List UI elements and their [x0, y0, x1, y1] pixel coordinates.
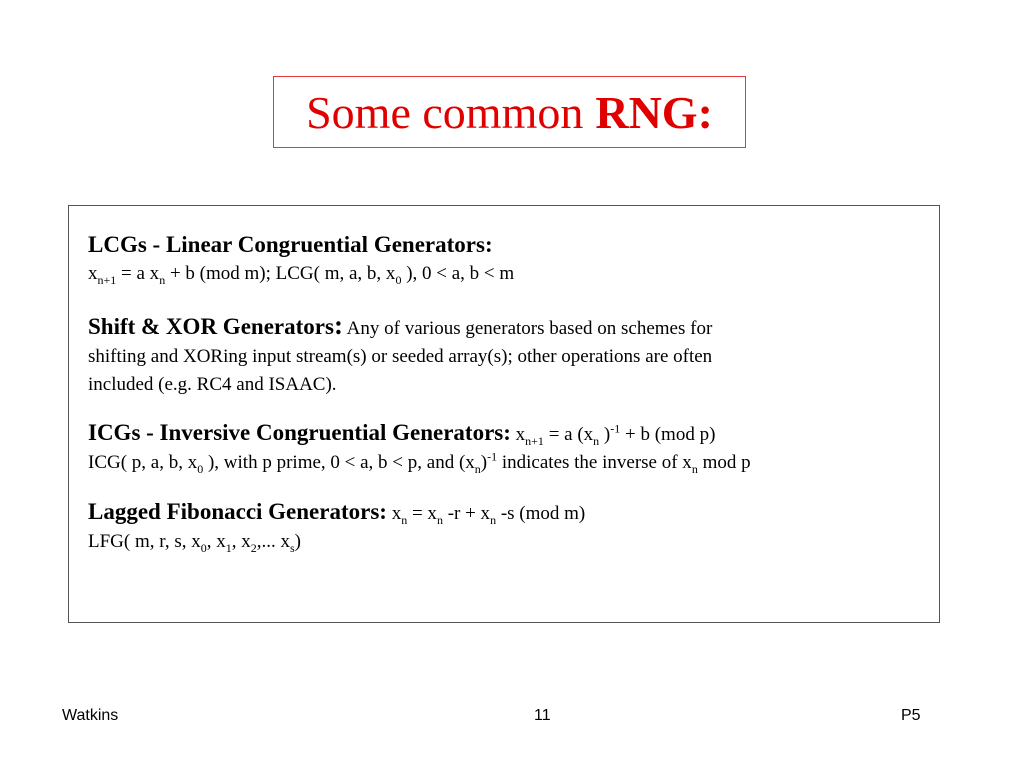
lcg-sub-n: n	[159, 272, 166, 287]
lcg-formula	[88, 260, 939, 287]
lcg-mid2: + b (mod m); LCG( m, a, b, x	[165, 263, 396, 284]
icg-l2-p3: )	[480, 452, 488, 473]
title-prefix: Some common	[306, 86, 584, 138]
lfg-l2-s0: 0	[200, 540, 207, 555]
icg-tail: + b (mod p)	[620, 424, 716, 445]
icg-line-1	[88, 419, 939, 449]
lfg-l2-p5: )	[294, 531, 301, 552]
lfg-l2-p2: , x	[206, 531, 226, 552]
lfg-sub3: n	[490, 512, 497, 527]
footer-author: Watkins	[62, 707, 119, 724]
lfg-line-1	[88, 498, 939, 528]
lfg-sub2: n	[436, 512, 443, 527]
lfg-sub1: n	[401, 512, 408, 527]
icg-l2-p1: ICG( p, a, b, x	[88, 452, 198, 473]
icg-sub-n: n	[593, 433, 600, 448]
title-emphasis: RNG:	[595, 86, 713, 138]
icg-sub-n1: n+1	[525, 433, 544, 448]
lcg-sub-n1: n+1	[97, 272, 117, 287]
icg-l2-subn2: n	[691, 461, 698, 476]
shift-colon: :	[333, 310, 343, 340]
lfg-line-2	[88, 528, 939, 555]
lfg-heading: Lagged Fibonacci Generators:	[88, 499, 387, 524]
icg-l2-sup: -1	[487, 449, 498, 464]
icg-l2-p2: ), with p prime, 0 < a, b < p, and (x	[203, 452, 475, 473]
shift-paragraph	[88, 311, 939, 399]
lfg-l2-ss: s	[289, 540, 295, 555]
slide-title	[273, 76, 746, 148]
footer-page-number: 11	[534, 707, 551, 724]
lfg-l2-p1: LFG( m, r, s, x	[88, 531, 201, 552]
lfg-l2-s2: 2	[250, 540, 257, 555]
icg-mid1: = a (x	[543, 424, 594, 445]
icg-heading: ICGs - Inversive Congruential Generators:	[88, 420, 511, 445]
icg-l2-p5: mod p	[697, 452, 751, 473]
lfg-l2-s1: 1	[225, 540, 232, 555]
shift-text-1: Any of various generators based on schemes for	[342, 318, 713, 339]
lfg-l2-p3: , x	[231, 531, 251, 552]
lfg-tail: -s (mod m)	[496, 503, 586, 524]
lfg-m2: -r + x	[442, 503, 491, 524]
icg-l2-p4: indicates the inverse of x	[497, 452, 692, 473]
lcg-tail: ), 0 < a, b < m	[401, 263, 515, 284]
icg-x: x	[510, 424, 526, 445]
lcg-heading: LCGs - Linear Congruential Generators:	[88, 232, 493, 257]
lcg-x: x	[88, 263, 98, 284]
shift-text-2: shifting and XORing input stream(s) or seeded array(s); other operations are often	[88, 346, 713, 367]
lfg-x: x	[386, 503, 402, 524]
icg-mid2: )	[599, 424, 611, 445]
lcg-mid1: = a x	[116, 263, 160, 284]
icg-line-2	[88, 449, 939, 476]
footer-slide-id: P5	[901, 707, 921, 724]
icg-l2-sub0: 0	[197, 461, 204, 476]
icg-l2-subn: n	[474, 461, 481, 476]
content-box	[68, 205, 940, 623]
icg-sup-inv: -1	[610, 421, 621, 436]
lfg-m1: = x	[407, 503, 437, 524]
shift-text-3: included (e.g. RC4 and ISAAC).	[88, 374, 337, 395]
shift-heading: Shift & XOR Generators	[88, 314, 334, 339]
lcg-sub-0: 0	[395, 272, 402, 287]
lfg-l2-p4: ,... x	[256, 531, 290, 552]
